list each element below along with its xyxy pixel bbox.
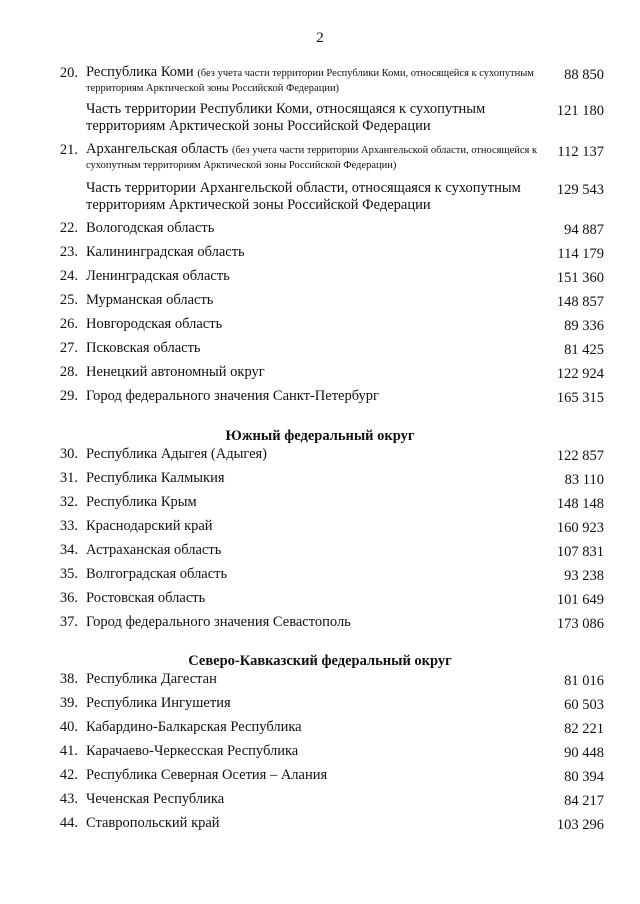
- row-number: 24.: [59, 268, 78, 284]
- region-name: Астраханская область: [86, 542, 222, 558]
- region-name: Город федерального значения Севастополь: [86, 614, 351, 630]
- region-name: Ростовская область: [86, 590, 206, 606]
- table-row: [0, 515, 640, 539]
- region-value: 112 137: [557, 144, 604, 160]
- region-value: 82 221: [564, 721, 604, 737]
- region-name: Ленинградская область: [86, 268, 230, 284]
- region-name: Волгоградская область: [86, 566, 228, 582]
- table-row: [0, 788, 640, 812]
- region-value: 107 831: [556, 544, 604, 560]
- region-name: Кабардино-Балкарская Республика: [86, 719, 302, 735]
- region-value: 129 543: [556, 182, 604, 198]
- row-number: 26.: [59, 316, 78, 332]
- table-row: [0, 289, 640, 313]
- region-value: 122 857: [556, 448, 604, 464]
- table-row: [0, 443, 640, 467]
- region-note: (без учета части территории Архангельской области, относящейся к сухопутным территориям Арктической зоны Российской Федерации): [86, 145, 538, 171]
- region-name: Псковская область: [86, 340, 201, 356]
- region-name: Вологодская область: [86, 220, 215, 236]
- table-row: [0, 716, 640, 740]
- region-name: [86, 65, 548, 95]
- table-row: [0, 563, 640, 587]
- row-number: 36.: [59, 590, 78, 606]
- region-name: [86, 142, 548, 172]
- table-row: [0, 467, 640, 491]
- row-number: 31.: [59, 470, 78, 486]
- region-name: Республика Адыгея (Адыгея): [86, 446, 268, 462]
- region-value: 80 394: [564, 769, 604, 785]
- row-number: 20.: [59, 65, 78, 81]
- table-row: [0, 241, 640, 265]
- row-number: 40.: [59, 719, 78, 735]
- region-value: 88 850: [564, 67, 604, 83]
- row-number: 43.: [59, 791, 78, 807]
- region-value: 151 360: [556, 270, 604, 286]
- region-name: Город федерального значения Санкт-Петербург: [86, 388, 380, 404]
- row-number: 32.: [59, 494, 78, 510]
- region-value: 160 923: [556, 520, 604, 536]
- region-note: (без учета части территории Республики Коми, относящейся к сухопутным территориям Арктической зоны Российской Федерации): [86, 68, 534, 94]
- table-row: [0, 491, 640, 515]
- table-row: [0, 539, 640, 563]
- table-row: [0, 361, 640, 385]
- region-value: 60 503: [564, 697, 604, 713]
- row-number: 38.: [59, 671, 78, 687]
- region-name: Ненецкий автономный округ: [86, 364, 265, 380]
- row-number: 37.: [59, 614, 78, 630]
- table-row: [0, 177, 640, 217]
- region-name-text: Республика Коми: [86, 64, 194, 80]
- table-row: [0, 740, 640, 764]
- table-row: [0, 668, 640, 692]
- region-value: 173 086: [556, 616, 604, 632]
- table-row: [0, 337, 640, 361]
- row-number: 35.: [59, 566, 78, 582]
- table-row: [0, 265, 640, 289]
- table-row: [0, 139, 640, 175]
- region-value: 81 425: [564, 342, 604, 358]
- table-row: [0, 385, 640, 409]
- table-row: [0, 764, 640, 788]
- row-number: 33.: [59, 518, 78, 534]
- region-value: 83 110: [564, 472, 604, 488]
- row-number: 25.: [59, 292, 78, 308]
- region-name: Республика Северная Осетия – Алания: [86, 767, 328, 783]
- region-name: Новгородская область: [86, 316, 223, 332]
- region-value: 165 315: [556, 390, 604, 406]
- region-value: 90 448: [564, 745, 604, 761]
- region-value: 101 649: [556, 592, 604, 608]
- region-value: 122 924: [556, 366, 604, 382]
- region-value: 121 180: [556, 103, 604, 119]
- district-heading-north-caucasus: Северо-Кавказский федеральный округ: [188, 653, 452, 669]
- row-number: 21.: [59, 142, 78, 158]
- region-name: Часть территории Республики Коми, относящаяся к сухопутным территориям Арктической зоны Российской Федерации: [86, 101, 486, 134]
- table-row: [0, 587, 640, 611]
- table-row: [0, 62, 640, 96]
- region-name: Чеченская Республика: [86, 791, 225, 807]
- row-number: 44.: [59, 815, 78, 831]
- row-number: 22.: [59, 220, 78, 236]
- region-name: Республика Калмыкия: [86, 470, 225, 486]
- region-name: Республика Крым: [86, 494, 197, 510]
- row-number: 30.: [59, 446, 78, 462]
- table-row: [0, 217, 640, 241]
- table-row: [0, 98, 640, 138]
- region-value: 94 887: [564, 222, 604, 238]
- row-number: 27.: [59, 340, 78, 356]
- region-name: Мурманская область: [86, 292, 214, 308]
- region-name-text: Архангельская область: [86, 141, 229, 157]
- region-name: Калининградская область: [86, 244, 245, 260]
- row-number: 39.: [59, 695, 78, 711]
- region-value: 89 336: [564, 318, 604, 334]
- region-name: Карачаево-Черкесская Республика: [86, 743, 299, 759]
- region-name: Республика Дагестан: [86, 671, 217, 687]
- row-number: 41.: [59, 743, 78, 759]
- table-row: [0, 812, 640, 836]
- region-value: 148 148: [556, 496, 604, 512]
- region-value: 148 857: [556, 294, 604, 310]
- region-value: 114 179: [557, 246, 604, 262]
- region-name: Часть территории Архангельской области, относящаяся к сухопутным территориям Арктической зоны Российской Федерации: [86, 180, 521, 213]
- region-name: Республика Ингушетия: [86, 695, 231, 711]
- region-value: 103 296: [556, 817, 604, 833]
- district-heading-south: Южный федеральный округ: [225, 428, 415, 444]
- region-value: 84 217: [564, 793, 604, 809]
- page-number: 2: [316, 30, 324, 46]
- row-number: 29.: [59, 388, 78, 404]
- row-number: 34.: [59, 542, 78, 558]
- region-name: Ставропольский край: [86, 815, 220, 831]
- region-value: 93 238: [564, 568, 604, 584]
- region-value: 81 016: [564, 673, 604, 689]
- row-number: 23.: [59, 244, 78, 260]
- region-name: Краснодарский край: [86, 518, 213, 534]
- table-row: [0, 692, 640, 716]
- table-row: [0, 611, 640, 635]
- table-row: [0, 313, 640, 337]
- row-number: 28.: [59, 364, 78, 380]
- row-number: 42.: [59, 767, 78, 783]
